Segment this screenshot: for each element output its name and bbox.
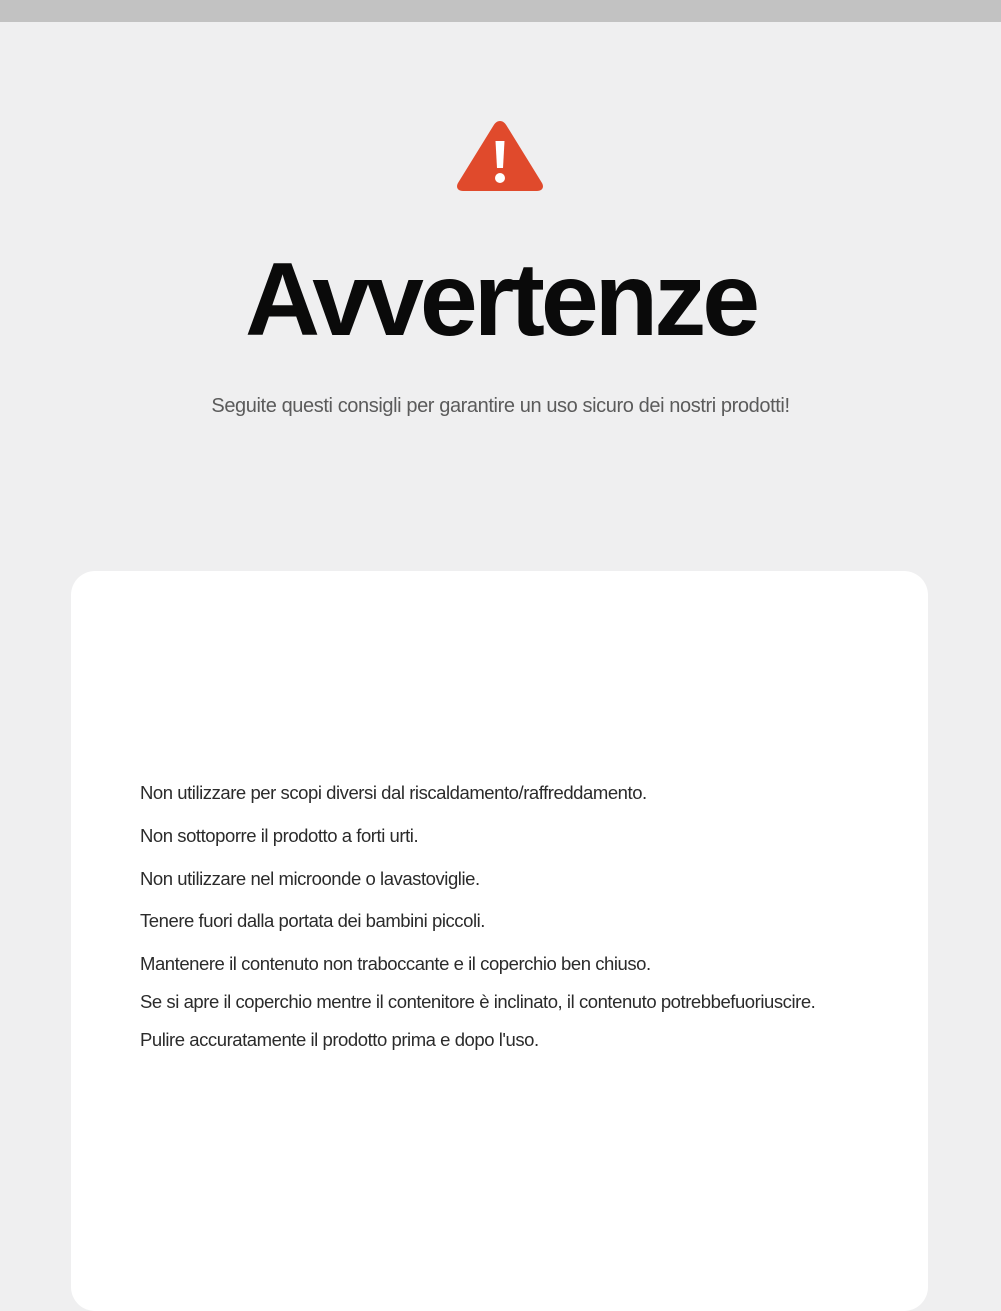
warning-item: Se si apre il coperchio mentre il contenitore è inclinato, il contenuto potrebbefuoriuscire.	[140, 991, 816, 1012]
page-subtitle: Seguite questi consigli per garantire un uso sicuro dei nostri prodotti!	[211, 395, 790, 417]
warning-item: Non utilizzare per scopi diversi dal riscaldamento/raffreddamento.	[140, 782, 647, 803]
warning-item: Tenere fuori dalla portata dei bambini piccoli.	[140, 910, 485, 931]
top-bar	[0, 0, 1001, 22]
warning-item: Non sottoporre il prodotto a forti urti.	[140, 825, 419, 846]
warning-triangle-icon	[454, 117, 546, 193]
warning-item: Non utilizzare nel microonde o lavastoviglie.	[140, 868, 480, 889]
page-title: Avvertenze	[244, 242, 757, 358]
warnings-card	[71, 571, 928, 1311]
warning-item: Pulire accuratamente il prodotto prima e dopo l'uso.	[140, 1029, 539, 1050]
warning-item: Mantenere il contenuto non traboccante e il coperchio ben chiuso.	[140, 953, 651, 974]
